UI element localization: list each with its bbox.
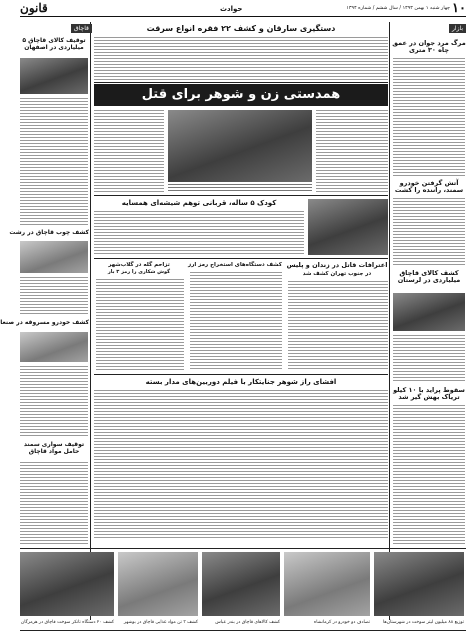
right-story2-title: آتش گرفتن خودرو سمند، راننده را کشت: [394, 179, 464, 195]
lead-story-photo: [168, 110, 312, 182]
left-story4-body: [20, 462, 88, 546]
device-story-title: کشف دستگاه‌های استخراج رمز ارز: [188, 262, 282, 268]
lead-story-body-right: [316, 110, 388, 192]
left-story1-title: توقیف کالای قاچاق ۵ میلیاردی در اصفهان: [22, 37, 86, 51]
strip-caption-3: کشف کالاهای قاچاق در بندر عباس: [215, 620, 280, 625]
strip-photo-3: [202, 552, 280, 616]
bottom-story-body: [94, 390, 388, 540]
newspaper-logo: ﻗﺎﻧﻮﻥ: [20, 1, 48, 15]
left-story2-body: [20, 277, 88, 315]
right-story4-body: [393, 405, 465, 545]
child-story-photo: [308, 199, 388, 255]
drug-story-subtitle: در جنوب تهران کشف شد: [302, 271, 372, 277]
mid-stories-rule: [94, 374, 388, 375]
date-line: چهار شنبه ۱ بهمن ۱۳۹۳ / سال ششم / شماره ۱۳۹۴: [346, 6, 450, 11]
left-story1-body: [20, 98, 88, 226]
right-story2-body: [393, 198, 465, 266]
left-story2-photo: [20, 241, 88, 273]
left-story1-photo: [20, 58, 88, 94]
column-rule-right: [389, 22, 390, 620]
lead-story-body-left: [94, 110, 164, 192]
footer-rule: [20, 630, 466, 631]
photo-strip-rule: [20, 548, 466, 549]
left-story2-title: کشف چوب قاچاق در رشت: [9, 229, 89, 236]
left-story4-title: توقیف سواری سمند حامل مواد قاچاق: [23, 441, 85, 455]
strip-caption-5: توزیع ۸۸ میلیون لیتر سوخت در شهرستان‌ها: [383, 620, 464, 625]
child-story-body: [94, 211, 304, 255]
masthead: [20, 3, 466, 17]
left-story3-title: کشف خودرو مسروقه در صنعا: [0, 319, 89, 326]
left-story3-body: [20, 366, 88, 438]
top-story-title: دستگیری سارقان و کشف ۲۲ فقره انواع سرقت: [146, 24, 336, 33]
right-story1-title: مرگ مرد جوان در عمق چاه ۳۰ متری: [392, 39, 466, 55]
right-column-tag: بازار: [449, 24, 466, 33]
drunk-story-subtitle: گوش شکاری را رمز ۳ بار: [107, 269, 171, 275]
top-story-body: [94, 37, 388, 81]
lead-headline-banner: همدستی زن و شوهر برای قتل: [94, 84, 388, 106]
device-story-body: [190, 272, 282, 371]
strip-photo-1: [374, 552, 464, 616]
column-rule-left: [90, 22, 91, 620]
page-number: ۱۰: [452, 1, 466, 16]
strip-photo-5: [20, 552, 114, 616]
strip-photo-4: [118, 552, 198, 616]
strip-caption-2: کشف ۳ تن مواد غذایی قاچاق در بوشهر: [123, 620, 198, 625]
child-story-title: کودک ۵ ساله، قربانی توهم شیشه‌ای همسایه: [121, 199, 277, 207]
lead-story-rule: [94, 195, 388, 196]
right-story3-photo: [393, 293, 465, 331]
right-story3-body: [393, 335, 465, 383]
right-story3-title: کشف کالای قاچاق میلیاردی در لرستان: [397, 269, 461, 285]
drunk-story-title: تزاحم گله در گلاب‌شهر: [108, 262, 170, 268]
right-story1-body: [393, 58, 465, 176]
drug-story-title: اعترافات قاتل در زندان و پلیس: [286, 261, 388, 269]
lead-story-photo-caption: [168, 184, 312, 192]
right-story4-title: سقوط پراید با ۱۰ کیلو تریاک بهش گیر شد: [393, 386, 465, 402]
left-column-tag: قاچاق: [71, 24, 92, 33]
top-story-rule: [94, 82, 388, 83]
child-story-rule: [94, 258, 388, 259]
strip-caption-4: تصادف دو خودرو در کرمانشاه: [313, 620, 370, 625]
strip-photo-2: [284, 552, 370, 616]
left-story3-photo: [20, 332, 88, 362]
drug-story-body: [288, 281, 388, 371]
strip-caption-1: کشف ۲۰ دستگاه تانکر سوخت قاچاق در هرمزگان: [20, 620, 114, 625]
bottom-story-title: افشای راز شوهر جنایتکار با فیلم دوربین‌های مدار بسته: [145, 378, 337, 386]
drunk-story-body: [96, 279, 184, 371]
section-name: حوادث: [220, 5, 243, 13]
